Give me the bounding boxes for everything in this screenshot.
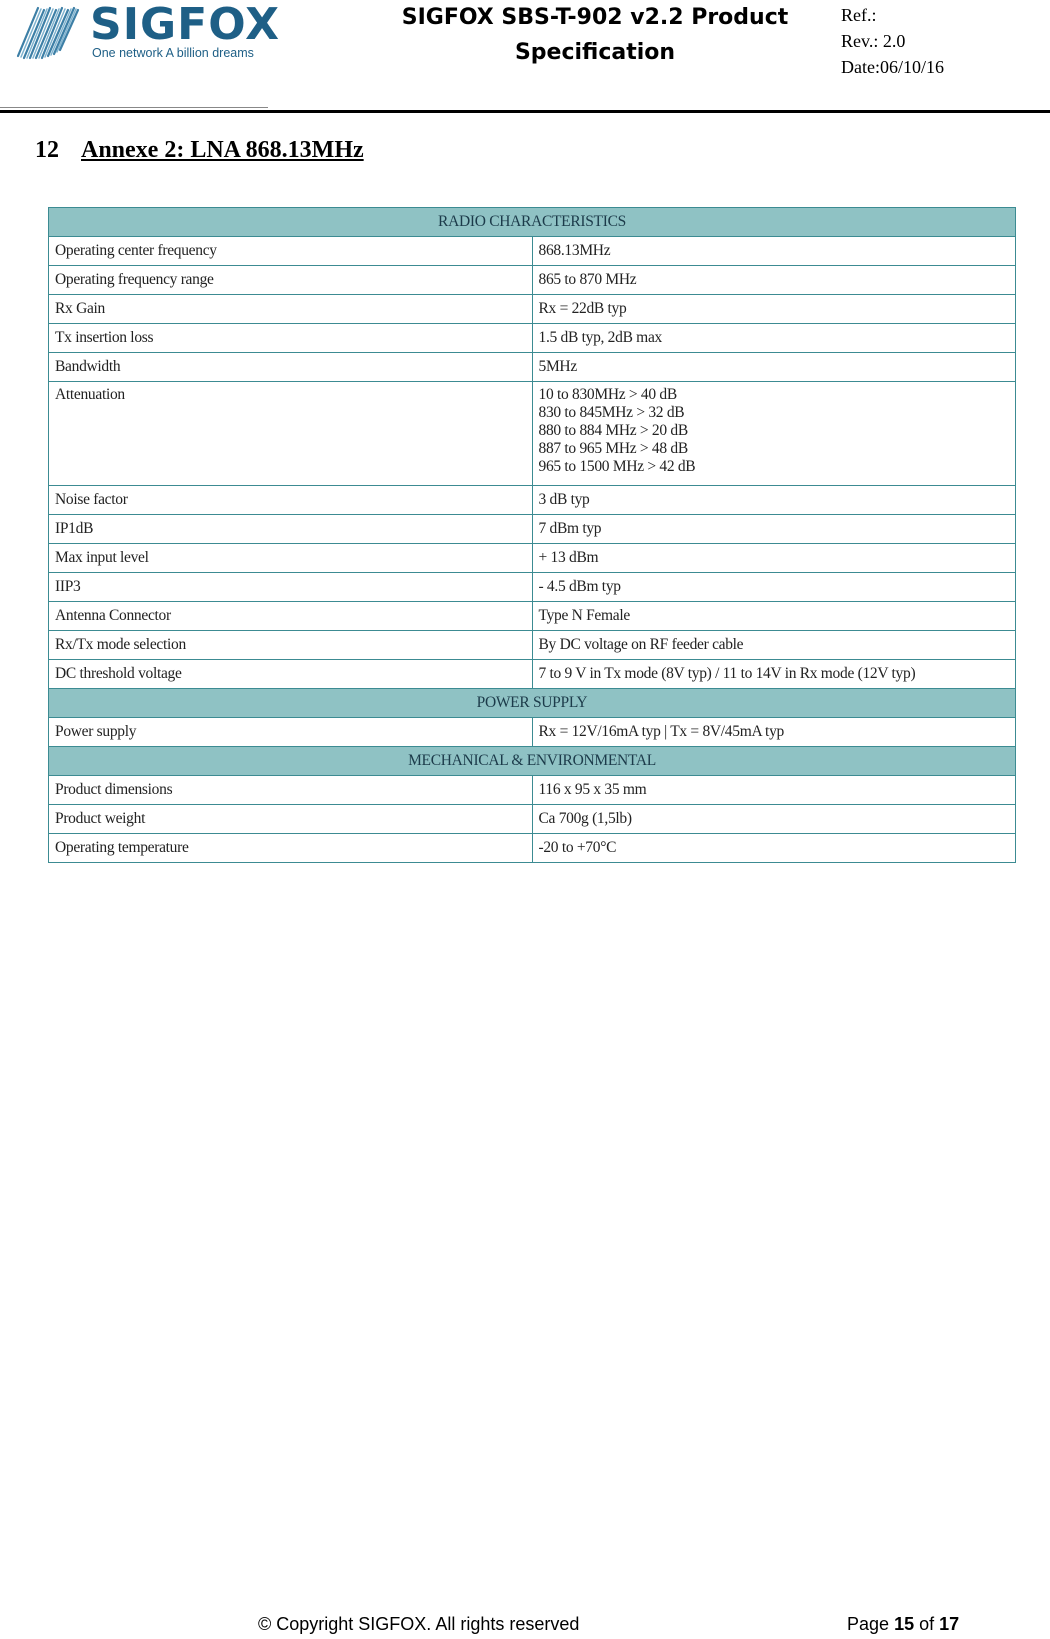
table-row (49, 266, 1016, 295)
row-label: Noise factor (49, 486, 533, 515)
row-value: Rx = 12V/16mA typ | Tx = 8V/45mA typ (532, 718, 1016, 747)
section-title: Annexe 2: LNA 868.13MHz (81, 137, 364, 163)
document-meta (841, 2, 944, 80)
table-row (49, 602, 1016, 631)
group-heading: MECHANICAL & ENVIRONMENTAL (49, 747, 1016, 776)
table-row (49, 834, 1016, 863)
specification-table (48, 207, 1016, 863)
table-row (49, 382, 1016, 486)
row-value: 868.13MHz (532, 237, 1016, 266)
table-row (49, 237, 1016, 266)
row-value: Type N Female (532, 602, 1016, 631)
row-value: Ca 700g (1,5lb) (532, 805, 1016, 834)
page-current: 15 (894, 1614, 915, 1634)
attenuation-value: 10 to 830MHz > 40 dB (538, 386, 677, 403)
row-label: Tx insertion loss (49, 324, 533, 353)
header-divider (0, 110, 1050, 113)
row-value: - 4.5 dBm typ (532, 573, 1016, 602)
row-value: Rx = 22dB typ (532, 295, 1016, 324)
row-label: Operating temperature (49, 834, 533, 863)
attenuation-value: 880 to 884 MHz > 20 dB (538, 422, 688, 439)
page-total: 17 (939, 1614, 960, 1634)
document-title-line1: SIGFOX SBS-T-902 v2.2 Product (401, 5, 789, 30)
group-heading: RADIO CHARACTERISTICS (49, 208, 1016, 237)
row-value: 7 to 9 V in Tx mode (8V typ) / 11 to 14V in Rx mode (12V typ) (532, 660, 1016, 689)
document-title-line2: Specification (514, 40, 676, 65)
ref-label: Ref.: (841, 5, 877, 25)
revision-label: Rev.: 2.0 (841, 31, 906, 51)
row-value: + 13 dBm (532, 544, 1016, 573)
table-row (49, 776, 1016, 805)
table-group-header (49, 689, 1016, 718)
table-row (49, 660, 1016, 689)
row-value: 116 x 95 x 35 mm (532, 776, 1016, 805)
table-row (49, 515, 1016, 544)
page-prefix: Page (847, 1614, 890, 1634)
table-row (49, 353, 1016, 382)
attenuation-value: 887 to 965 MHz > 48 dB (538, 440, 688, 457)
row-label: DC threshold voltage (49, 660, 533, 689)
row-label: Bandwidth (49, 353, 533, 382)
table-row (49, 486, 1016, 515)
row-label: IP1dB (49, 515, 533, 544)
table-row (49, 324, 1016, 353)
page-of: of (919, 1614, 935, 1634)
footer-page-number (847, 1614, 959, 1635)
row-value: -20 to +70°C (532, 834, 1016, 863)
row-label: IIP3 (49, 573, 533, 602)
logo-wordmark: SIGFOX (90, 0, 280, 50)
table-row (49, 544, 1016, 573)
footer-copyright: © Copyright SIGFOX. All rights reserved (258, 1614, 580, 1634)
table-row (49, 295, 1016, 324)
row-value-list (532, 382, 1016, 486)
section-heading (35, 137, 364, 164)
row-label: Power supply (49, 718, 533, 747)
table-group-header (49, 208, 1016, 237)
row-value: 1.5 dB typ, 2dB max (532, 324, 1016, 353)
group-heading: POWER SUPPLY (49, 689, 1016, 718)
attenuation-value: 830 to 845MHz > 32 dB (538, 404, 685, 421)
row-value: By DC voltage on RF feeder cable (532, 631, 1016, 660)
row-value: 3 dB typ (532, 486, 1016, 515)
table-row (49, 631, 1016, 660)
row-label: Max input level (49, 544, 533, 573)
logo-tagline: One network A billion dreams (92, 46, 254, 60)
table-group-header (49, 747, 1016, 776)
sigfox-wave-icon (14, 2, 94, 62)
header-divider-thin (0, 107, 268, 108)
row-label: Antenna Connector (49, 602, 533, 631)
table-row (49, 718, 1016, 747)
document-title (355, 0, 835, 70)
row-value: 865 to 870 MHz (532, 266, 1016, 295)
table-row (49, 805, 1016, 834)
row-label: Operating frequency range (49, 266, 533, 295)
row-label: Product dimensions (49, 776, 533, 805)
table-row (49, 573, 1016, 602)
row-label: Rx/Tx mode selection (49, 631, 533, 660)
section-number: 12 (35, 137, 59, 163)
row-value: 7 dBm typ (532, 515, 1016, 544)
row-value: 5MHz (532, 353, 1016, 382)
row-label: Rx Gain (49, 295, 533, 324)
row-label: Operating center frequency (49, 237, 533, 266)
row-label: Product weight (49, 805, 533, 834)
attenuation-value: 965 to 1500 MHz > 42 dB (538, 458, 696, 475)
row-label: Attenuation (49, 382, 533, 486)
sigfox-logo (14, 0, 280, 62)
date-label: Date:06/10/16 (841, 57, 944, 77)
